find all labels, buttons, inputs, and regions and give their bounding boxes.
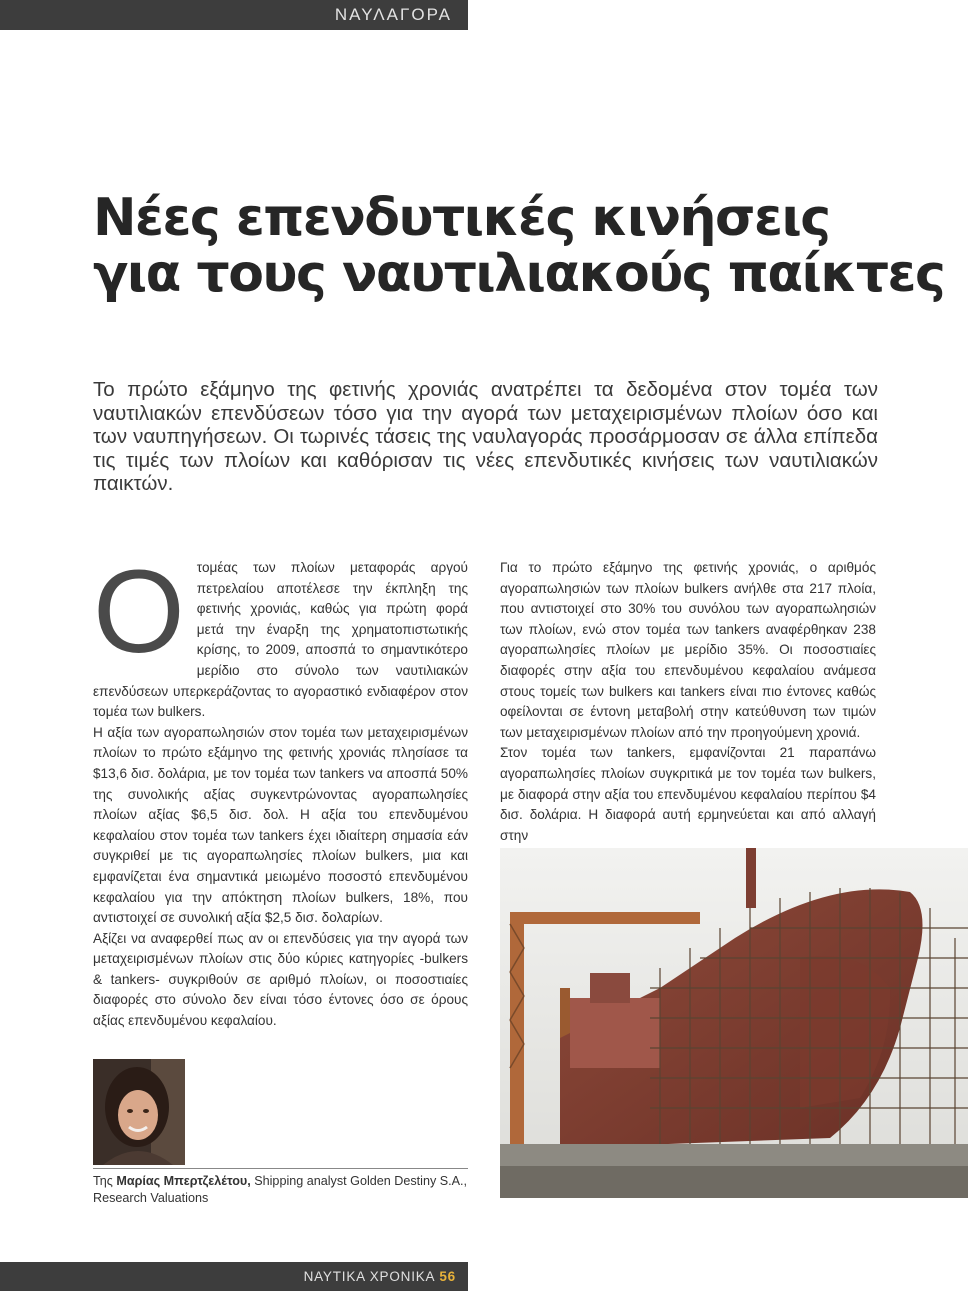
article-lead: Το πρώτο εξάμηνο της φετινής χρονιάς ανατρέπει τα δεδομένα στον τομέα των ναυτιλιακών επενδύσεων τόσο για την αγορά των μεταχειρισμένων πλοίων όσο και των ναυπηγήσεων. Οι τωρινές τάσεις της ναυλαγοράς προσάρμοσαν σε άλλα επίπεδα τις τιμές των πλοίων και καθόρισαν τις νέες επενδυτικές κινήσεις των ναυτιλιακών παικτών. xyxy=(93,378,878,495)
section-label: ΝΑΥΛΑΓΟΡΑ xyxy=(334,5,452,24)
section-header xyxy=(0,0,468,30)
magazine-name: ΝΑΥΤΙΚΑ ΧΡΟΝΙΚΑ xyxy=(303,1269,436,1284)
ship-under-construction-illustration xyxy=(500,848,968,1198)
body-paragraph-4: Για το πρώτο εξάμηνο της φετινής χρονιάς, ο αριθμός αγοραπωλησιών των πλοίων bulkers ανήλθε στα 217 πλοία, που αντιστοιχεί στο 30% του συνόλου των αγοραπωλησιών των πλοίων, ενώ στον τομέα των tankers αναφέρθηκαν 238 αγοραπωλησίες πλοίων με μερίδιο 35%. Οι ποσοστιαίες διαφορές στην αξία του επενδυμένου κεφαλαίου ανάμεσα στους τομείς των bulkers και tankers είναι πιο έντονες καθώς οφείλονται σε έντονη μεταβολή στην κατεύθυνση των τιμών των μεταχειρισμένων πλοίων από την προηγούμενη χρονιά. xyxy=(500,560,876,740)
body-paragraph-3: Αξίζει να αναφερθεί πως αν οι επενδύσεις για την αγορά των μεταχειρισμένων πλοίων στις δύο κύριες κατηγορίες -bulkers & tankers- συγκριθούν σε αριθμό πλοίων, οι ποσοστιαίες διαφορές στο σύνολο δεν είναι τόσο έντονες όσο σε όρους αξίας επενδυμένου κεφαλαίου. xyxy=(93,930,468,1029)
byline-prefix: Της xyxy=(93,1174,117,1188)
body-column-left xyxy=(93,546,468,1032)
article-title xyxy=(93,190,944,302)
drop-cap: Ο xyxy=(93,546,185,678)
byline-affiliation: Research Valuations xyxy=(93,1191,209,1205)
body-paragraph-2: Η αξία των αγοραπωλησιών στον τομέα των μεταχειρισμένων πλοίων το πρώτο εξάμηνο της φετινής χρονιάς πλησίασε τα $13,6 δισ. δολάρια, με τον τομέα των tankers να αποσπά 50% της συνολικής αξίας συγκεντρώνοντας αγοραπωλησίες πλοίων αξίας $6,5 δισ. δολ. Η αξία του επενδυμένου κεφαλαίου στον τομέα των tankers έχει ιδιαίτερη σημασία εάν συγκριθεί με τις αγοραπωλησίες πλοίων bulkers, μια και εμφανίζεται ένα σημαντικά μειωμένο ποσοστό επενδυμένου κεφαλαίου για την απόκτηση πλοίων bulkers, 18%, που αντιστοιχεί σε συνολική αξία $2,5 δισ. δολαρίων. xyxy=(93,724,468,926)
title-line-1: Νέες επενδυτικές κινήσεις xyxy=(93,188,830,248)
ship-photo xyxy=(500,848,968,1198)
page-number: 56 xyxy=(439,1269,456,1284)
title-line-2: για τους ναυτιλιακούς παίκτες xyxy=(93,244,945,304)
body-paragraph-5: Στον τομέα των tankers, εμφανίζονται 21 παραπάνω αγοραπωλησίες πλοίων συγκριτικά με τον τομέα των bulkers, με διαφορά στην αξία του επενδυμένου κεφαλαίου περίπου $4 δισ. δολάρια. Η διαφορά αυτή ερμηνεύεται και από αλλαγή στην xyxy=(500,745,876,843)
page-footer xyxy=(0,1262,468,1291)
author-portrait-drawing xyxy=(93,1059,185,1165)
author-portrait xyxy=(93,1059,185,1165)
author-byline xyxy=(93,1168,468,1207)
body-paragraph-1 xyxy=(93,546,468,723)
byline-role: Shipping analyst Golden Destiny S.A., xyxy=(250,1174,468,1188)
body-column-right xyxy=(500,558,876,846)
byline-author: Μαρίας Μπερτζελέτου, xyxy=(116,1174,251,1188)
body-paragraph-1-text: τομέας των πλοίων μεταφοράς αργού πετρελαίου αποτέλεσε την έκπληξη της φετινής χρονιάς, καθώς για πρώτη φορά μετά την έναρξη της χρηματοπιστωτικής κρίσης, το 2009, αποσπά το σημαντικότερο μερίδιο στο σύνολο των ναυτιλιακών επενδύσεων υπερκεράζοντας το αγοραστικό ενδιαφέρον στον τομέα των bulkers. xyxy=(93,560,468,720)
